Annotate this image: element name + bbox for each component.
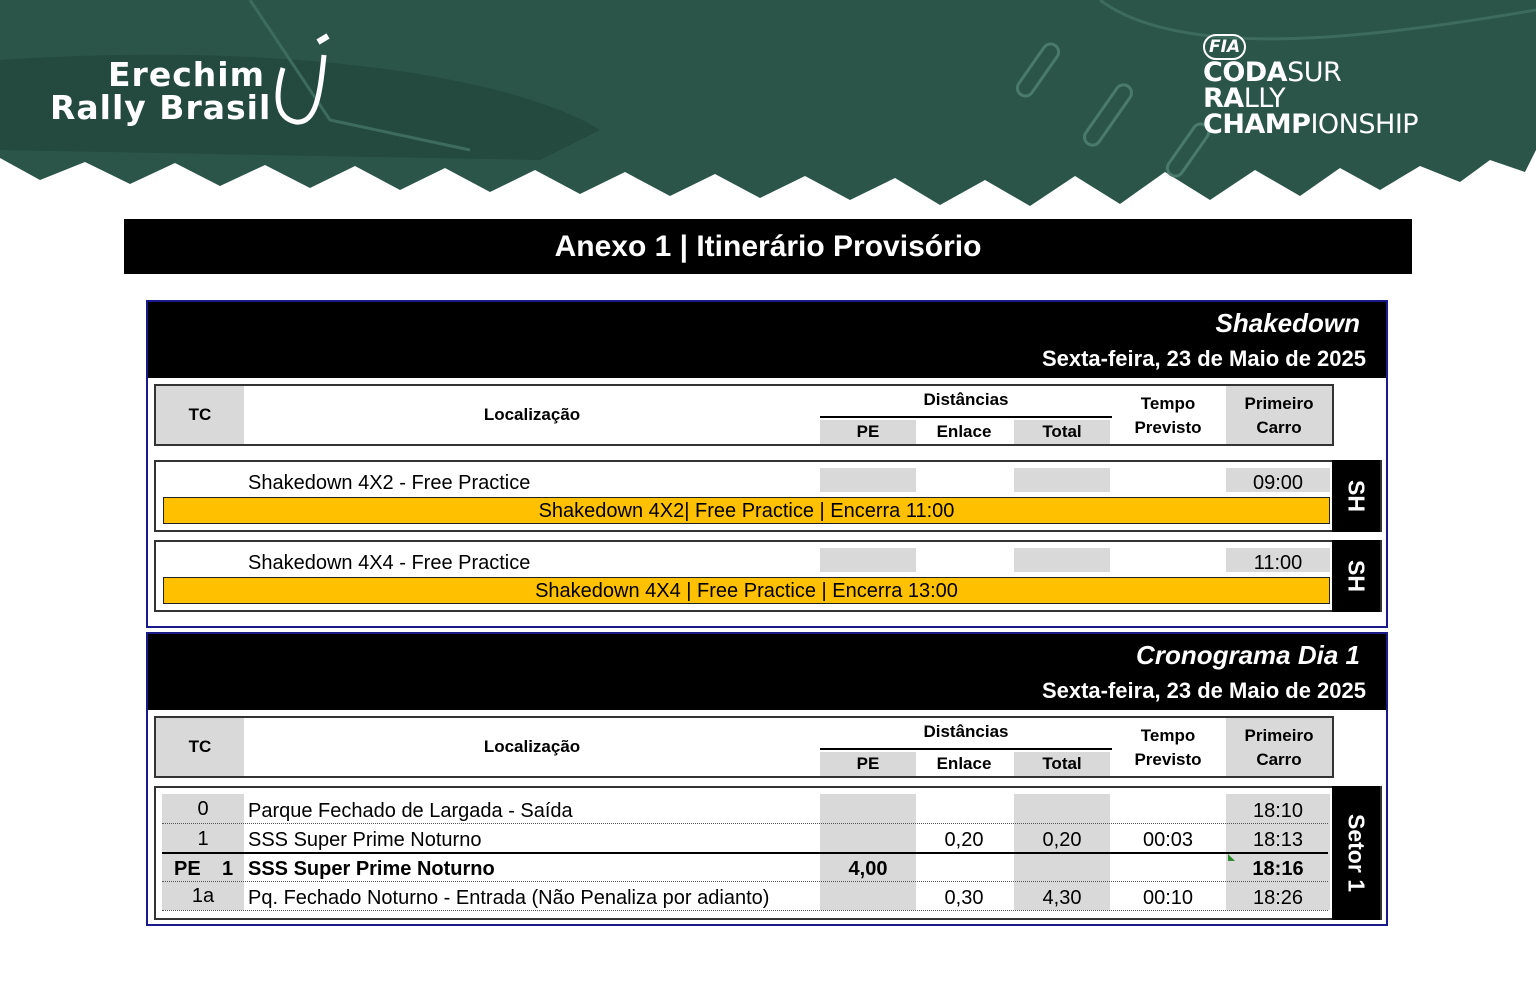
item-location: Shakedown 4X2 - Free Practice <box>248 472 531 494</box>
row-tc-prefix: PE <box>174 858 201 880</box>
col-enlace: Enlace <box>936 422 992 441</box>
col-pe: PE <box>820 752 916 776</box>
row-total: 4,30 <box>1042 887 1082 909</box>
row-tc: 1 <box>197 828 209 850</box>
col-distancias: Distâncias <box>923 722 1009 741</box>
item-time: 11:00 <box>1253 552 1303 574</box>
col-enlace: Enlace <box>936 754 992 773</box>
row-location: SSS Super Prime Noturno <box>248 858 495 880</box>
day1-table <box>154 786 1382 920</box>
side-label: SH <box>1332 540 1380 612</box>
day1-section <box>146 632 1388 926</box>
col-primeiro: Primeiro Carro <box>1226 386 1332 444</box>
codasur-line-2: RALLY <box>1203 83 1286 114</box>
row-location: Parque Fechado de Largada - Saída <box>248 800 573 822</box>
section-date: Sexta-feira, 23 de Maio de 2025 <box>1041 346 1366 371</box>
item-banner: Shakedown 4X4 | Free Practice | Encerra 13:00 <box>163 577 1330 604</box>
shakedown-item <box>154 460 1382 532</box>
row-location: SSS Super Prime Noturno <box>248 829 482 851</box>
row-enlace: 0,30 <box>944 887 984 909</box>
item-banner: Shakedown 4X2| Free Practice | Encerra 11:00 <box>163 497 1330 524</box>
codasur-line-1: CODASUR <box>1203 57 1342 88</box>
erechim-rally-logo <box>50 55 272 127</box>
col-tc: TC <box>156 386 244 444</box>
fia-badge-icon: FIA <box>1203 34 1246 60</box>
row-tc: 1a <box>191 885 215 907</box>
item-location: Shakedown 4X4 - Free Practice <box>248 552 531 574</box>
row-location: Pq. Fechado Noturno - Entrada (Não Penaliza por adianto) <box>248 887 770 909</box>
shakedown-section <box>146 300 1388 628</box>
row-primeiro: 18:13 <box>1252 829 1304 851</box>
shakedown-item <box>154 540 1382 612</box>
section-date: Sexta-feira, 23 de Maio de 2025 <box>1041 678 1366 703</box>
col-distancias: Distâncias <box>923 390 1009 409</box>
col-tc: TC <box>156 718 244 776</box>
row-primeiro: 18:16 <box>1252 858 1304 880</box>
item-time: 09:00 <box>1252 472 1304 494</box>
shakedown-header <box>148 302 1386 378</box>
row-tempo: 00:10 <box>1142 887 1194 909</box>
col-localizacao: Localização <box>483 405 581 424</box>
col-total: Total <box>1014 752 1110 776</box>
column-header <box>154 384 1334 446</box>
row-pe: 4,00 <box>848 858 888 880</box>
row-primeiro: 18:10 <box>1252 800 1304 822</box>
row-tc: 1 <box>222 858 234 880</box>
col-tempo: Tempo Previsto <box>1134 726 1202 769</box>
row-total: 0,20 <box>1042 829 1082 851</box>
sector-label: Setor 1 <box>1332 786 1380 920</box>
side-label: SH <box>1332 460 1380 532</box>
col-total: Total <box>1014 420 1110 444</box>
column-header <box>154 716 1334 778</box>
day1-header <box>148 634 1386 710</box>
col-primeiro: Primeiro Carro <box>1226 718 1332 776</box>
col-tempo: Tempo Previsto <box>1134 394 1202 437</box>
col-localizacao: Localização <box>483 737 581 756</box>
logo-line-2: Rally Brasil <box>50 88 272 127</box>
logo-line-1: Erechim <box>108 55 265 94</box>
col-pe: PE <box>820 420 916 444</box>
codasur-line-3: CHAMPIONSHIP <box>1203 109 1419 140</box>
row-primeiro: 18:26 <box>1252 887 1304 909</box>
row-tc: 0 <box>197 798 209 820</box>
section-title: Cronograma Dia 1 <box>1136 640 1360 670</box>
row-tempo: 00:03 <box>1142 829 1194 851</box>
row-enlace: 0,20 <box>944 829 984 851</box>
codasur-logo <box>1203 34 1418 138</box>
header-banner <box>0 0 1536 210</box>
section-title: Shakedown <box>1215 308 1360 338</box>
page-title: Anexo 1 | Itinerário Provisório <box>124 219 1412 274</box>
